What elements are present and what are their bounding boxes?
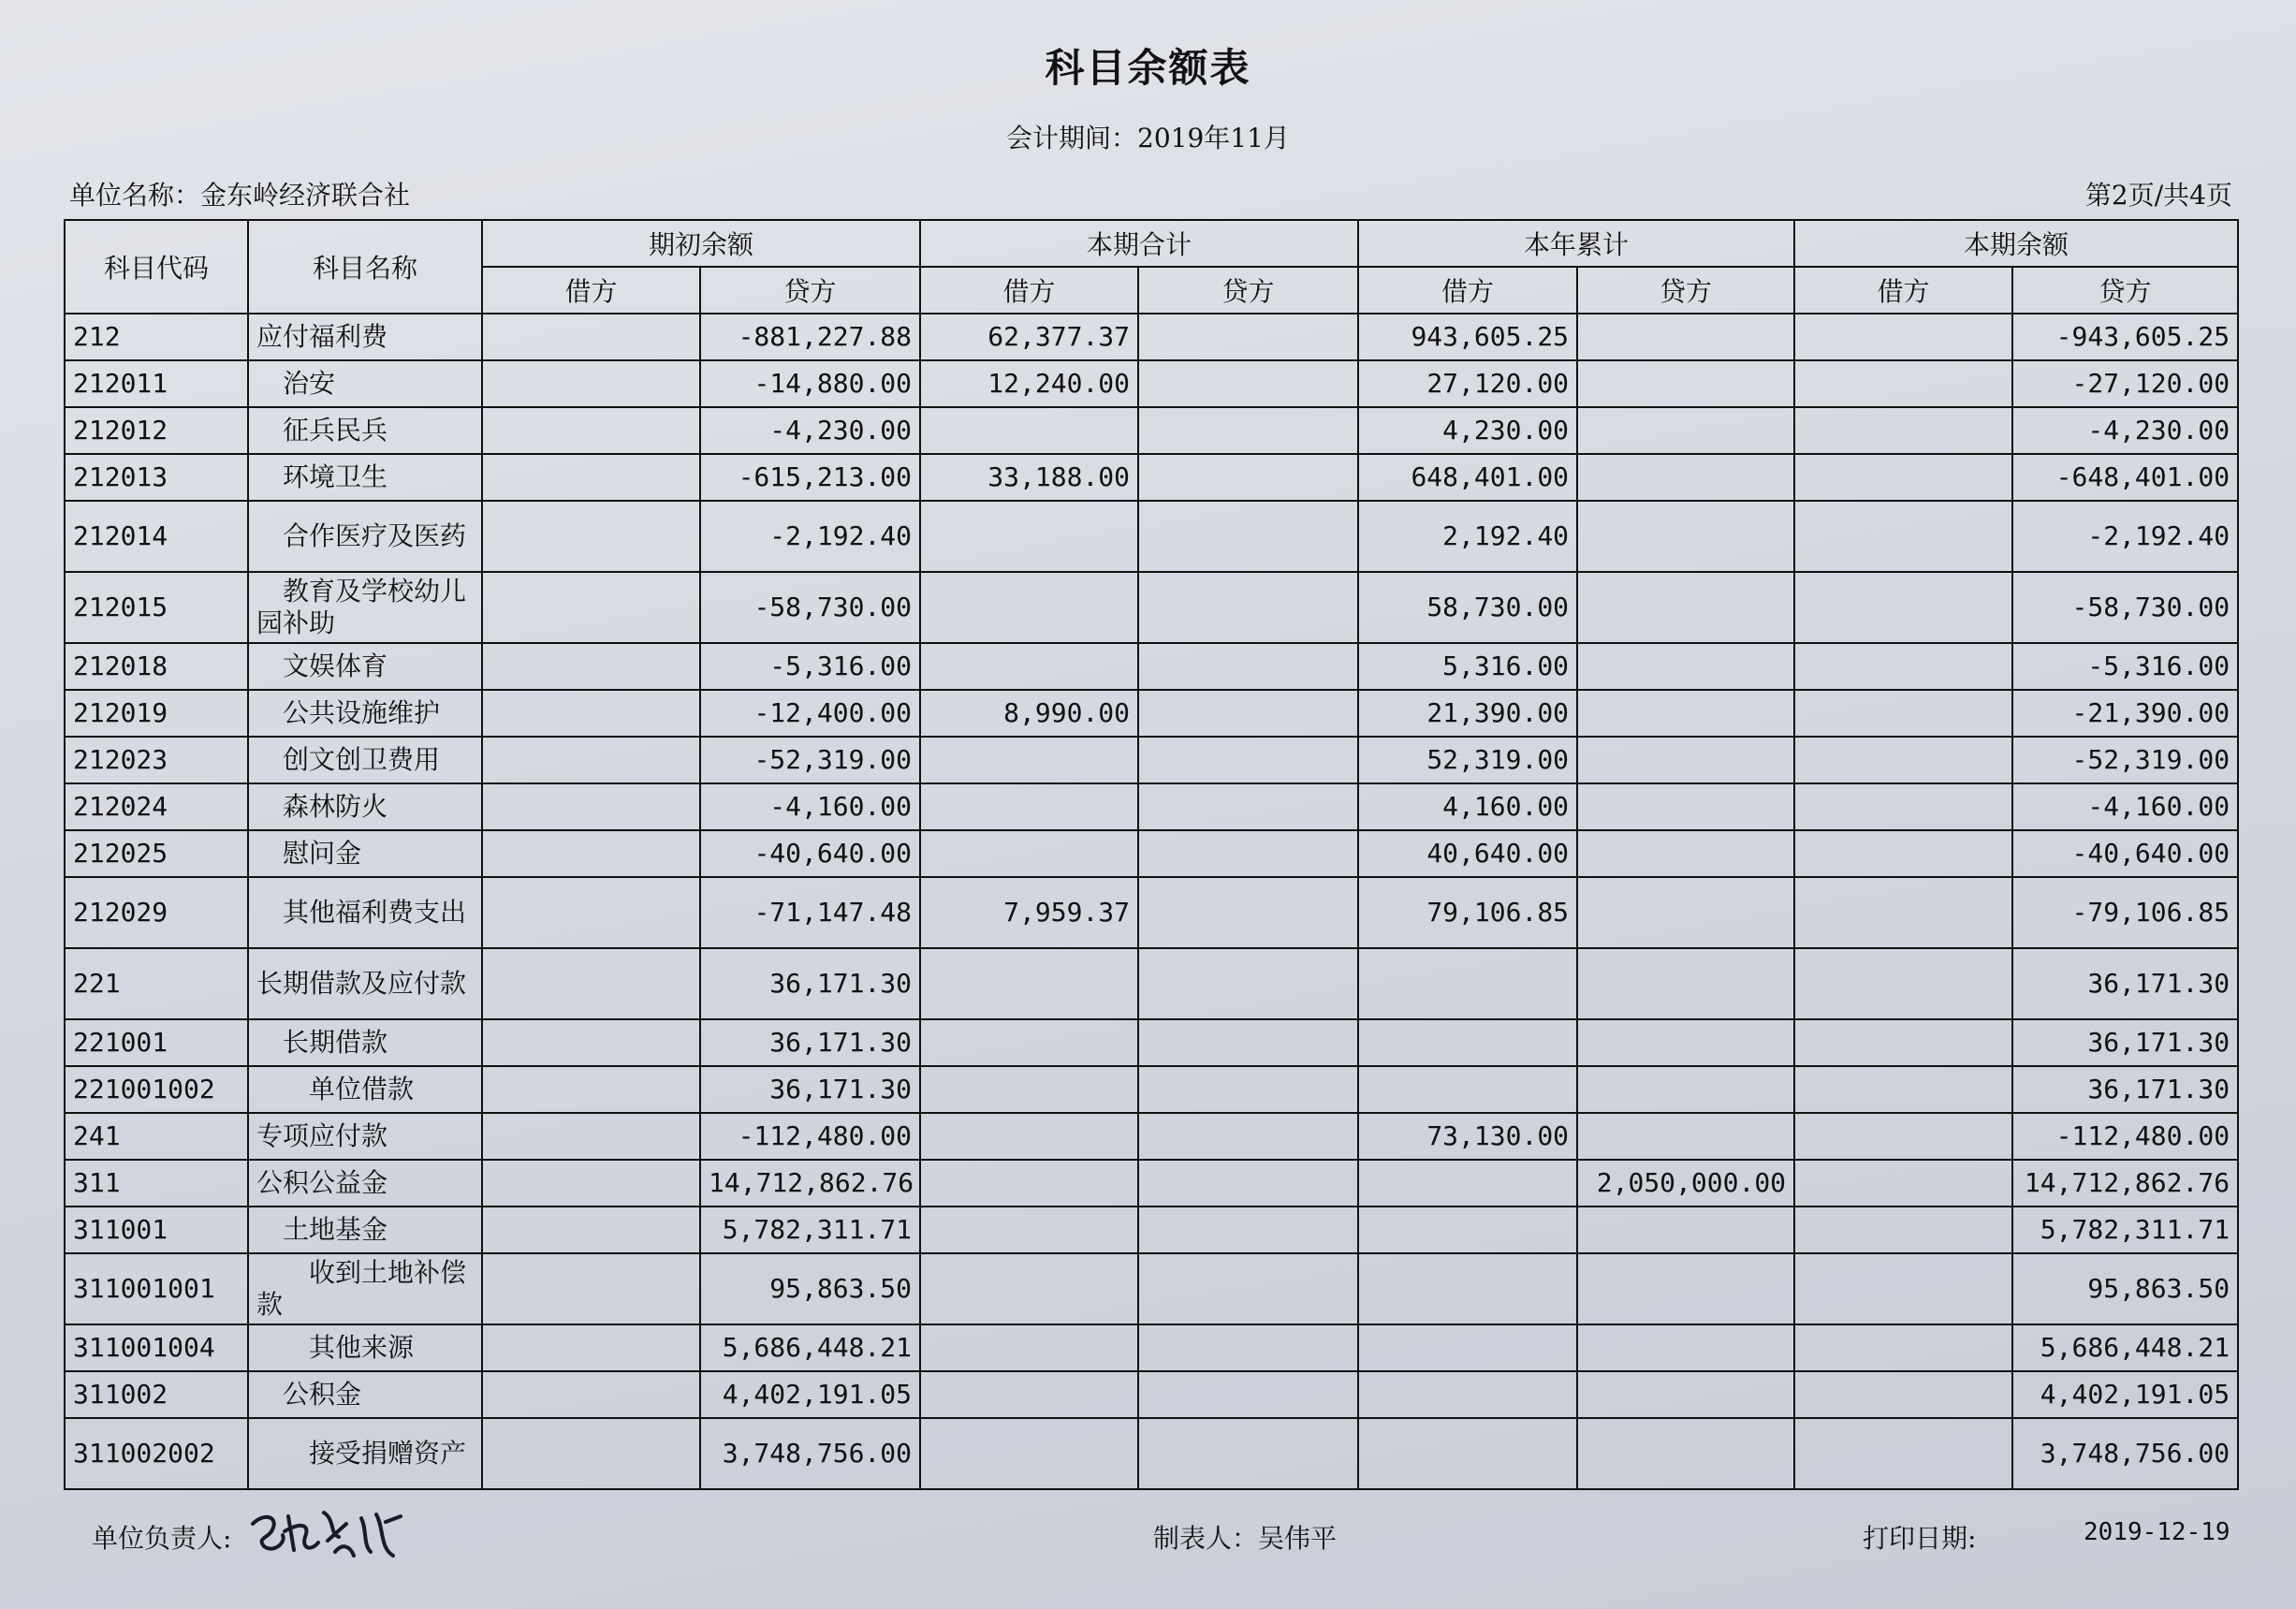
account-code: 212015 [65, 572, 248, 643]
year-debit-cell: 943,605.25 [1358, 314, 1577, 360]
closing-credit-cell: 14,712,862.76 [2012, 1160, 2238, 1207]
closing-debit-cell [1794, 1066, 2012, 1113]
account-name: 接受捐赠资产 [248, 1418, 482, 1489]
closing-credit-cell: -58,730.00 [2012, 572, 2238, 643]
period-credit-cell [1138, 948, 1358, 1019]
period-debit-cell [920, 572, 1138, 643]
opening-credit-cell: 5,686,448.21 [700, 1324, 920, 1371]
period-credit-cell [1138, 454, 1358, 501]
opening-credit-cell: -58,730.00 [700, 572, 920, 643]
year-credit-cell [1577, 407, 1794, 454]
year-debit-cell: 4,230.00 [1358, 407, 1577, 454]
period-debit-cell [920, 737, 1138, 783]
period-credit-cell [1138, 643, 1358, 690]
period-debit-cell [920, 1066, 1138, 1113]
opening-debit-cell [482, 1066, 700, 1113]
closing-debit-cell [1794, 314, 2012, 360]
period-credit-cell [1138, 783, 1358, 830]
table-row [65, 1066, 2238, 1113]
opening-debit-cell [482, 830, 700, 877]
closing-debit-cell [1794, 1418, 2012, 1489]
account-name: 教育及学校幼儿园补助 [248, 572, 482, 643]
year-debit-cell: 52,319.00 [1358, 737, 1577, 783]
table-row [65, 948, 2238, 1019]
year-credit-cell [1577, 454, 1794, 501]
period-credit-cell [1138, 690, 1358, 737]
opening-credit-cell: 4,402,191.05 [700, 1371, 920, 1418]
account-name: 收到土地补偿款 [248, 1253, 482, 1324]
period-debit-cell [920, 1324, 1138, 1371]
table-body [65, 314, 2238, 1489]
period-debit-cell [920, 407, 1138, 454]
opening-credit-cell: 5,782,311.71 [700, 1207, 920, 1253]
period-credit-cell [1138, 1324, 1358, 1371]
table-row [65, 1418, 2238, 1489]
account-name: 环境卫生 [248, 454, 482, 501]
opening-credit-cell: -4,230.00 [700, 407, 920, 454]
opening-debit-cell [482, 1207, 700, 1253]
table-row [65, 877, 2238, 948]
year-credit-cell [1577, 1207, 1794, 1253]
opening-credit-cell: -40,640.00 [700, 830, 920, 877]
year-debit-cell [1358, 1207, 1577, 1253]
closing-credit-cell: 36,171.30 [2012, 1019, 2238, 1066]
table-row [65, 783, 2238, 830]
period-credit-cell [1138, 314, 1358, 360]
closing-debit-cell [1794, 1253, 2012, 1324]
closing-credit-cell: -943,605.25 [2012, 314, 2238, 360]
account-code: 212018 [65, 643, 248, 690]
period-debit-cell [920, 783, 1138, 830]
opening-credit-cell: -71,147.48 [700, 877, 920, 948]
year-credit-cell [1577, 314, 1794, 360]
opening-credit-cell: 3,748,756.00 [700, 1418, 920, 1489]
table-row [65, 737, 2238, 783]
closing-credit-cell: 95,863.50 [2012, 1253, 2238, 1324]
period-debit-cell: 7,959.37 [920, 877, 1138, 948]
account-code: 212012 [65, 407, 248, 454]
account-name: 合作医疗及医药 [248, 501, 482, 572]
year-credit-cell [1577, 572, 1794, 643]
closing-debit-cell [1794, 1324, 2012, 1371]
table-row [65, 1207, 2238, 1253]
account-code: 311001 [65, 1207, 248, 1253]
account-name: 长期借款 [248, 1019, 482, 1066]
year-credit-cell [1577, 830, 1794, 877]
year-debit-cell [1358, 1160, 1577, 1207]
period-credit-cell [1138, 1160, 1358, 1207]
account-name: 征兵民兵 [248, 407, 482, 454]
opening-debit-cell [482, 407, 700, 454]
closing-credit-cell: -648,401.00 [2012, 454, 2238, 501]
period-credit-cell [1138, 1418, 1358, 1489]
closing-debit-cell [1794, 360, 2012, 407]
year-credit-cell [1577, 1066, 1794, 1113]
closing-credit-cell: -27,120.00 [2012, 360, 2238, 407]
opening-debit-cell [482, 877, 700, 948]
closing-credit-cell: 3,748,756.00 [2012, 1418, 2238, 1489]
period-debit-cell [920, 830, 1138, 877]
opening-debit-cell [482, 1371, 700, 1418]
closing-credit-cell: 5,686,448.21 [2012, 1324, 2238, 1371]
period-debit-cell [920, 1418, 1138, 1489]
period-credit-cell [1138, 572, 1358, 643]
opening-credit-cell: -5,316.00 [700, 643, 920, 690]
opening-debit-cell [482, 948, 700, 1019]
closing-debit-cell [1794, 1371, 2012, 1418]
year-debit-cell: 4,160.00 [1358, 783, 1577, 830]
opening-credit-cell: -881,227.88 [700, 314, 920, 360]
account-code: 212023 [65, 737, 248, 783]
account-code: 212011 [65, 360, 248, 407]
period-credit-cell [1138, 501, 1358, 572]
opening-credit-cell: 36,171.30 [700, 948, 920, 1019]
account-name: 单位借款 [248, 1066, 482, 1113]
opening-debit-cell [482, 501, 700, 572]
year-debit-cell [1358, 1324, 1577, 1371]
period-debit-cell: 62,377.37 [920, 314, 1138, 360]
header-credit: 贷方 [2012, 267, 2238, 314]
account-code: 212019 [65, 690, 248, 737]
period-debit-cell [920, 1113, 1138, 1160]
account-name: 专项应付款 [248, 1113, 482, 1160]
year-debit-cell: 58,730.00 [1358, 572, 1577, 643]
account-code: 311 [65, 1160, 248, 1207]
year-credit-cell [1577, 737, 1794, 783]
account-code: 311002 [65, 1371, 248, 1418]
header-credit: 贷方 [1577, 267, 1794, 314]
header-opening-balance: 期初余额 [482, 220, 920, 267]
year-debit-cell: 5,316.00 [1358, 643, 1577, 690]
closing-debit-cell [1794, 1160, 2012, 1207]
closing-debit-cell [1794, 572, 2012, 643]
account-name: 公积金 [248, 1371, 482, 1418]
closing-debit-cell [1794, 948, 2012, 1019]
header-account-code: 科目代码 [65, 220, 248, 314]
account-name: 文娱体育 [248, 643, 482, 690]
table-row [65, 407, 2238, 454]
closing-debit-cell [1794, 643, 2012, 690]
year-credit-cell [1577, 877, 1794, 948]
year-debit-cell [1358, 1418, 1577, 1489]
opening-debit-cell [482, 1160, 700, 1207]
opening-debit-cell [482, 1324, 700, 1371]
opening-debit-cell [482, 1253, 700, 1324]
account-name: 其他福利费支出 [248, 877, 482, 948]
period-credit-cell [1138, 407, 1358, 454]
period-credit-cell [1138, 1207, 1358, 1253]
period-debit-cell: 8,990.00 [920, 690, 1138, 737]
period-debit-cell: 12,240.00 [920, 360, 1138, 407]
header-account-name: 科目名称 [248, 220, 482, 314]
account-code: 221 [65, 948, 248, 1019]
table-row [65, 830, 2238, 877]
closing-credit-cell: -79,106.85 [2012, 877, 2238, 948]
account-name: 创文创卫费用 [248, 737, 482, 783]
header-credit: 贷方 [700, 267, 920, 314]
year-debit-cell: 2,192.40 [1358, 501, 1577, 572]
table-row [65, 572, 2238, 643]
account-code: 212 [65, 314, 248, 360]
table-row [65, 1019, 2238, 1066]
year-credit-cell [1577, 1253, 1794, 1324]
header-debit: 借方 [1794, 267, 2012, 314]
period-debit-cell [920, 1371, 1138, 1418]
closing-credit-cell: -4,230.00 [2012, 407, 2238, 454]
opening-credit-cell: 36,171.30 [700, 1019, 920, 1066]
opening-debit-cell [482, 783, 700, 830]
closing-debit-cell [1794, 1207, 2012, 1253]
closing-debit-cell [1794, 830, 2012, 877]
closing-debit-cell [1794, 737, 2012, 783]
opening-credit-cell: -112,480.00 [700, 1113, 920, 1160]
year-credit-cell [1577, 643, 1794, 690]
account-code: 311002002 [65, 1418, 248, 1489]
header-year-cumulative: 本年累计 [1358, 220, 1794, 267]
table-row [65, 360, 2238, 407]
opening-debit-cell [482, 643, 700, 690]
year-debit-cell [1358, 1066, 1577, 1113]
header-period-total: 本期合计 [920, 220, 1358, 267]
preparer: 制表人：吴伟平 [1153, 1523, 1338, 1554]
year-debit-cell: 648,401.00 [1358, 454, 1577, 501]
year-credit-cell [1577, 783, 1794, 830]
year-debit-cell: 40,640.00 [1358, 830, 1577, 877]
closing-credit-cell: -2,192.40 [2012, 501, 2238, 572]
year-credit-cell [1577, 948, 1794, 1019]
period-credit-cell [1138, 1371, 1358, 1418]
year-credit-cell: 2,050,000.00 [1577, 1160, 1794, 1207]
closing-credit-cell: -5,316.00 [2012, 643, 2238, 690]
closing-debit-cell [1794, 407, 2012, 454]
closing-debit-cell [1794, 501, 2012, 572]
opening-credit-cell: 14,712,862.76 [700, 1160, 920, 1207]
accounting-period: 会计期间：2019年11月 [1006, 123, 1290, 154]
account-name: 慰问金 [248, 830, 482, 877]
year-credit-cell [1577, 1019, 1794, 1066]
opening-debit-cell [482, 737, 700, 783]
closing-credit-cell: 4,402,191.05 [2012, 1371, 2238, 1418]
handwritten-signature [245, 1496, 414, 1571]
opening-debit-cell [482, 360, 700, 407]
account-name: 公共设施维护 [248, 690, 482, 737]
period-credit-cell [1138, 877, 1358, 948]
account-code: 212014 [65, 501, 248, 572]
page-indicator: 第2页/共4页 [2084, 180, 2232, 211]
period-credit-cell [1138, 830, 1358, 877]
year-debit-cell [1358, 1253, 1577, 1324]
account-name: 应付福利费 [248, 314, 482, 360]
period-credit-cell [1138, 737, 1358, 783]
opening-debit-cell [482, 1113, 700, 1160]
period-credit-cell [1138, 1253, 1358, 1324]
opening-credit-cell: 36,171.30 [700, 1066, 920, 1113]
closing-credit-cell: -40,640.00 [2012, 830, 2238, 877]
period-credit-cell [1138, 1066, 1358, 1113]
opening-debit-cell [482, 572, 700, 643]
balance-table [64, 219, 2239, 1490]
closing-credit-cell: -21,390.00 [2012, 690, 2238, 737]
account-name: 森林防火 [248, 783, 482, 830]
period-debit-cell [920, 1253, 1138, 1324]
print-date: 2019-12-19 [2084, 1518, 2230, 1546]
year-debit-cell [1358, 1371, 1577, 1418]
closing-credit-cell: -4,160.00 [2012, 783, 2238, 830]
year-credit-cell [1577, 1371, 1794, 1418]
table-row [65, 1160, 2238, 1207]
account-code: 212029 [65, 877, 248, 948]
opening-debit-cell [482, 690, 700, 737]
period-credit-cell [1138, 360, 1358, 407]
table-row [65, 314, 2238, 360]
opening-credit-cell: -615,213.00 [700, 454, 920, 501]
opening-credit-cell: -2,192.40 [700, 501, 920, 572]
account-name: 长期借款及应付款 [248, 948, 482, 1019]
account-code: 221001 [65, 1019, 248, 1066]
year-debit-cell: 73,130.00 [1358, 1113, 1577, 1160]
opening-credit-cell: -14,880.00 [700, 360, 920, 407]
table-row [65, 1113, 2238, 1160]
print-date-label: 打印日期: [1863, 1523, 1977, 1554]
period-debit-cell: 33,188.00 [920, 454, 1138, 501]
year-credit-cell [1577, 360, 1794, 407]
table-row [65, 690, 2238, 737]
opening-debit-cell [482, 314, 700, 360]
year-credit-cell [1577, 1113, 1794, 1160]
year-debit-cell [1358, 1019, 1577, 1066]
account-code: 212025 [65, 830, 248, 877]
period-debit-cell [920, 501, 1138, 572]
year-debit-cell: 79,106.85 [1358, 877, 1577, 948]
opening-credit-cell: -4,160.00 [700, 783, 920, 830]
period-credit-cell [1138, 1019, 1358, 1066]
header-credit: 贷方 [1138, 267, 1358, 314]
closing-credit-cell: 36,171.30 [2012, 948, 2238, 1019]
year-debit-cell: 27,120.00 [1358, 360, 1577, 407]
unit-head-label: 单位负责人: [92, 1523, 232, 1554]
table-row [65, 501, 2238, 572]
closing-debit-cell [1794, 454, 2012, 501]
opening-credit-cell: -52,319.00 [700, 737, 920, 783]
closing-credit-cell: 36,171.30 [2012, 1066, 2238, 1113]
account-code: 212013 [65, 454, 248, 501]
year-credit-cell [1577, 1324, 1794, 1371]
closing-debit-cell [1794, 1113, 2012, 1160]
account-name: 其他来源 [248, 1324, 482, 1371]
year-credit-cell [1577, 1418, 1794, 1489]
header-debit: 借方 [920, 267, 1138, 314]
year-debit-cell [1358, 948, 1577, 1019]
account-code: 241 [65, 1113, 248, 1160]
header-debit: 借方 [482, 267, 700, 314]
header-debit: 借方 [1358, 267, 1577, 314]
closing-debit-cell [1794, 877, 2012, 948]
account-name: 公积公益金 [248, 1160, 482, 1207]
opening-credit-cell: -12,400.00 [700, 690, 920, 737]
closing-credit-cell: -52,319.00 [2012, 737, 2238, 783]
account-code: 311001004 [65, 1324, 248, 1371]
period-debit-cell [920, 948, 1138, 1019]
table-row [65, 454, 2238, 501]
opening-debit-cell [482, 1418, 700, 1489]
closing-debit-cell [1794, 783, 2012, 830]
year-debit-cell: 21,390.00 [1358, 690, 1577, 737]
account-code: 212024 [65, 783, 248, 830]
opening-credit-cell: 95,863.50 [700, 1253, 920, 1324]
table-row [65, 1253, 2238, 1324]
closing-debit-cell [1794, 690, 2012, 737]
account-code: 221001002 [65, 1066, 248, 1113]
table-row [65, 643, 2238, 690]
opening-debit-cell [482, 1019, 700, 1066]
year-credit-cell [1577, 690, 1794, 737]
document-title: 科目余额表 [1045, 45, 1251, 91]
period-credit-cell [1138, 1113, 1358, 1160]
closing-debit-cell [1794, 1019, 2012, 1066]
table-row [65, 1324, 2238, 1371]
period-debit-cell [920, 1207, 1138, 1253]
table-row [65, 1371, 2238, 1418]
header-closing-balance: 本期余额 [1794, 220, 2238, 267]
opening-debit-cell [482, 454, 700, 501]
account-name: 土地基金 [248, 1207, 482, 1253]
account-name: 治安 [248, 360, 482, 407]
period-debit-cell [920, 1019, 1138, 1066]
period-debit-cell [920, 643, 1138, 690]
organization-name: 单位名称：金东岭经济联合社 [69, 180, 411, 211]
period-debit-cell [920, 1160, 1138, 1207]
closing-credit-cell: -112,480.00 [2012, 1113, 2238, 1160]
account-code: 311001001 [65, 1253, 248, 1324]
closing-credit-cell: 5,782,311.71 [2012, 1207, 2238, 1253]
year-credit-cell [1577, 501, 1794, 572]
